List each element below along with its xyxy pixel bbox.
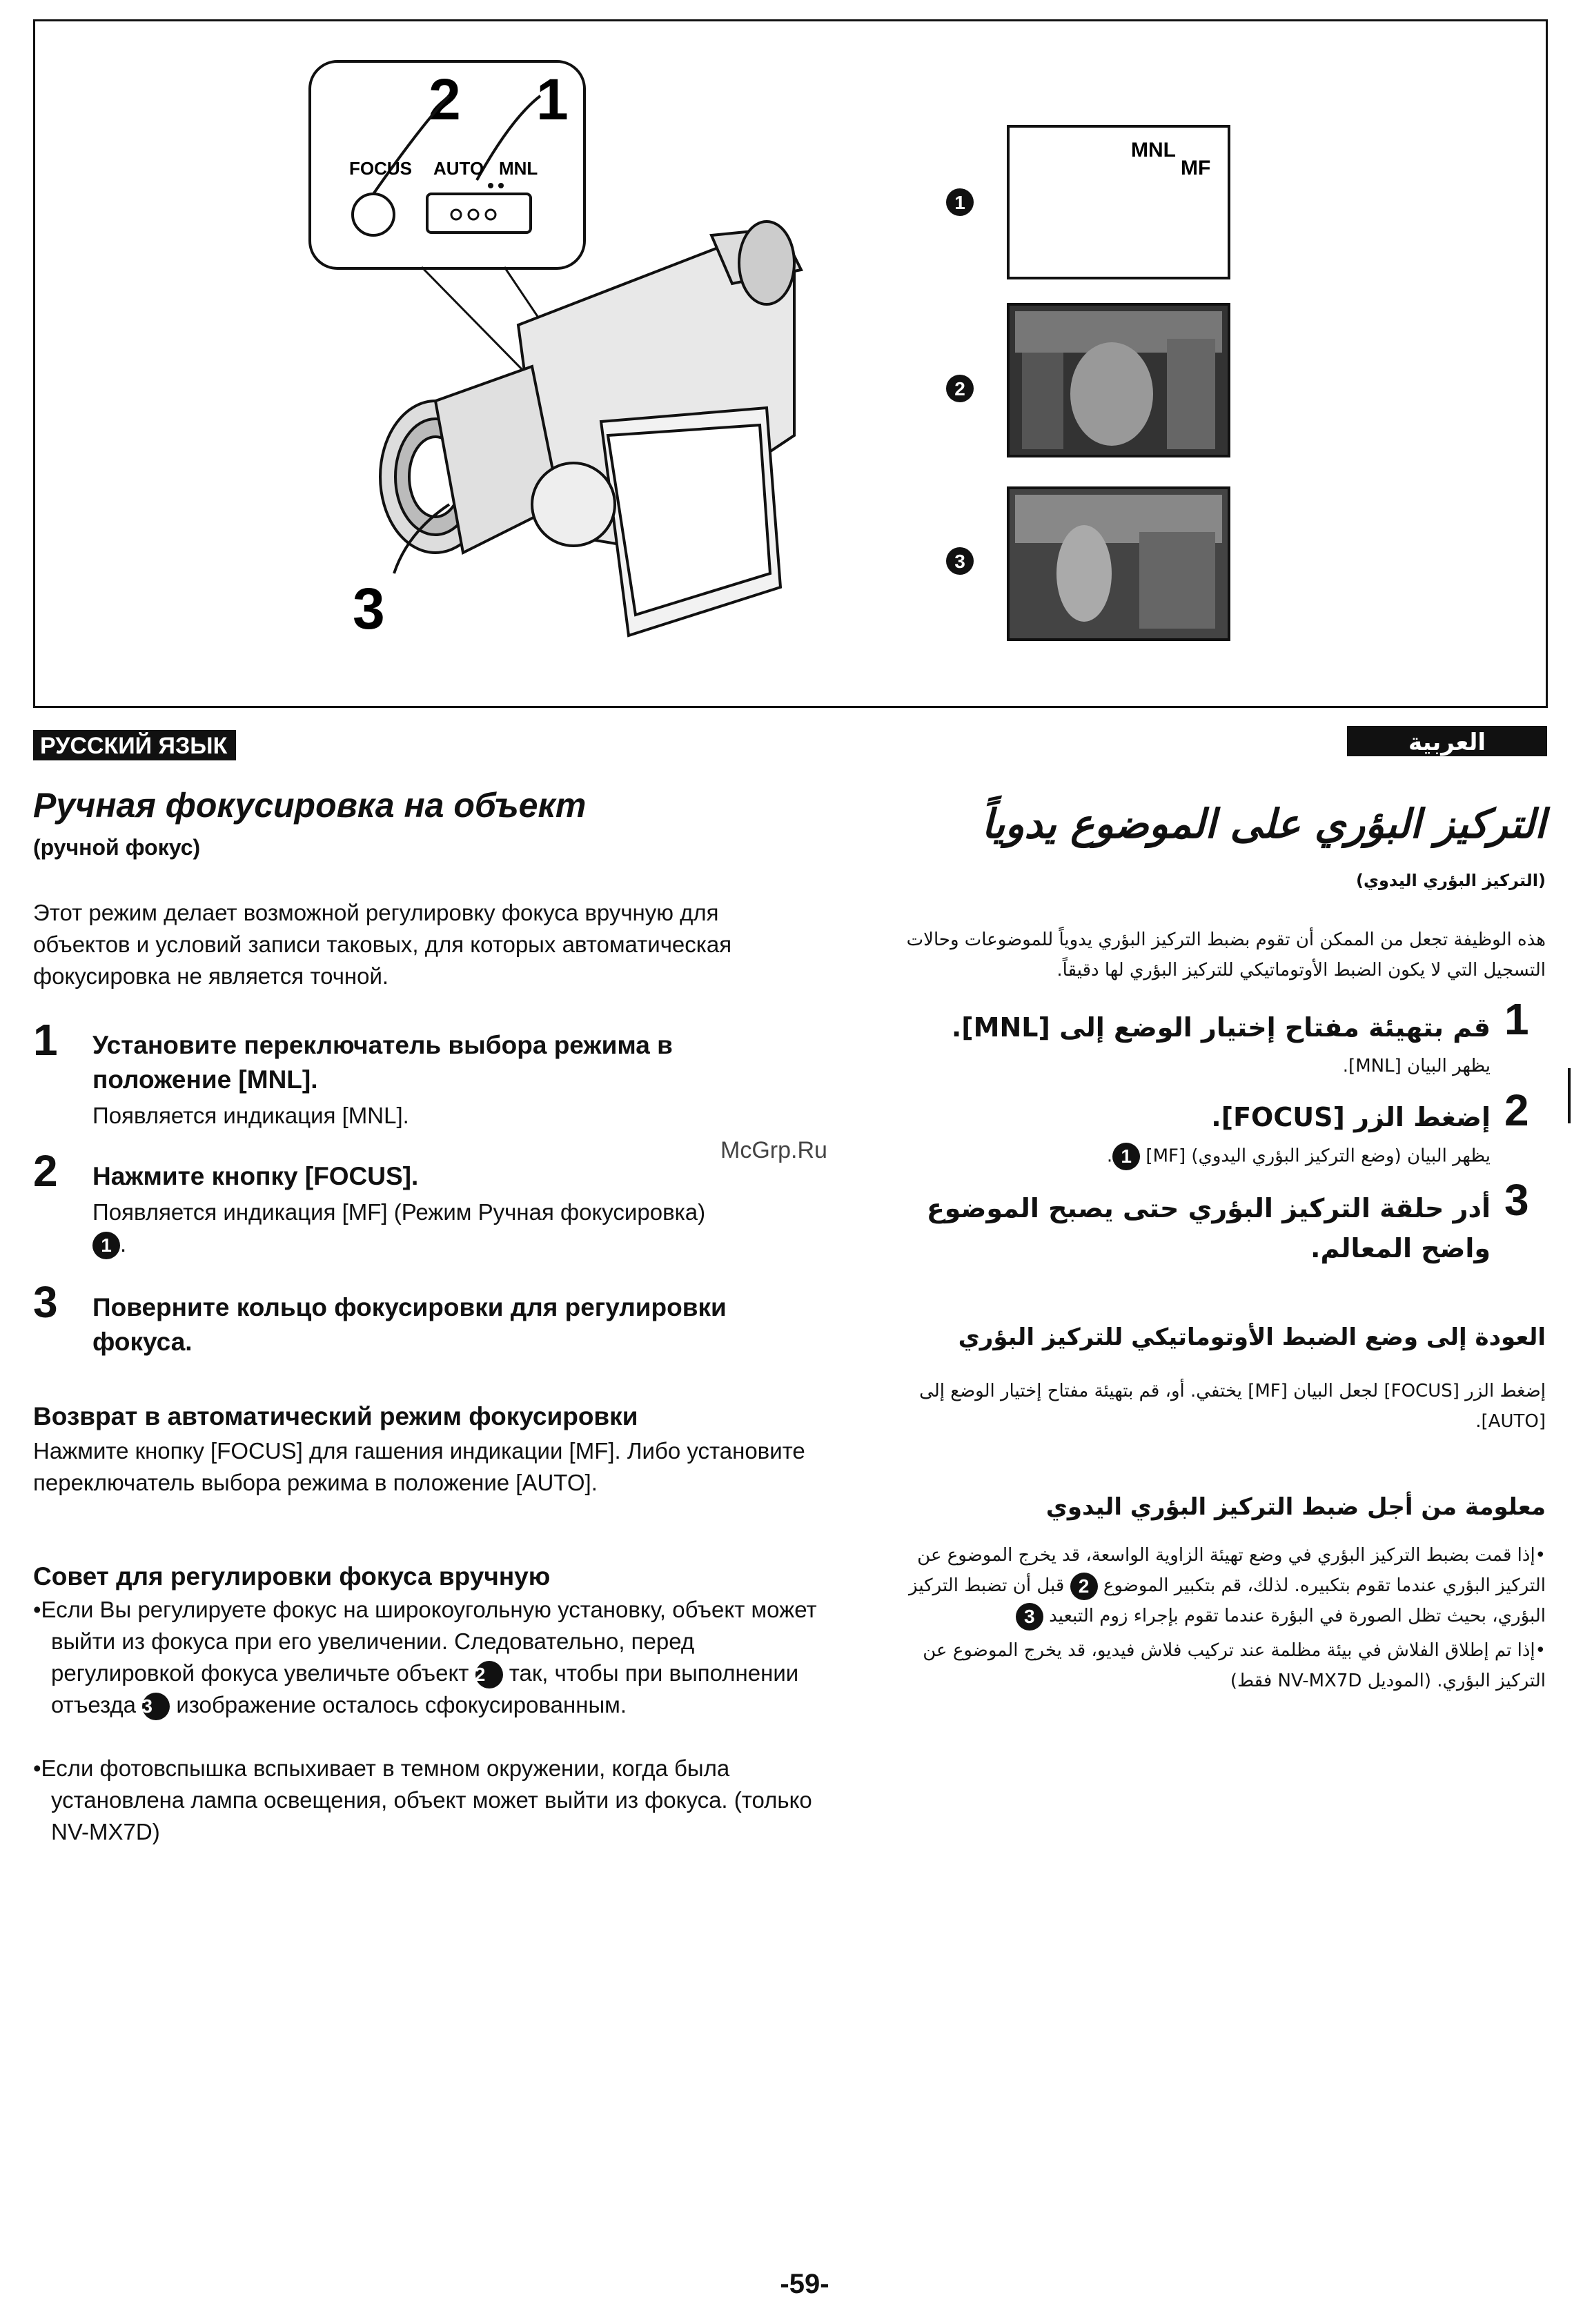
ref-marker: 1	[1112, 1143, 1140, 1170]
callout-2: 2	[429, 67, 461, 132]
screen1-mf: MF	[1181, 157, 1211, 179]
return-heading-russian: Возврат в автоматический режим фокусировки	[33, 1402, 638, 1430]
tip-1-text-b: так, чтобы при выполнении отъезда	[51, 1660, 799, 1717]
return-text-arabic: إضغط الزر [FOCUS] لجعل البيان [MF] يختفي. أو، قم بتهيئة مفتاح إختيار الوضع إلى [AUTO].	[919, 1381, 1546, 1432]
tip-1-russian	[33, 1594, 831, 1721]
step-number: 2	[33, 1146, 58, 1196]
step-number: 3	[1504, 1175, 1529, 1225]
step-3-instruction-arabic: أدر حلقة التركيز البؤري حتى يصبح الموضوع واضح المعالم.	[926, 1193, 1491, 1263]
tip-heading-russian: Совет для регулировки фокуса вручную	[33, 1562, 551, 1591]
callout-3: 3	[353, 576, 385, 641]
screen1-mnl: MNL	[1131, 139, 1176, 161]
tip-2-russian: •Если фотовспышка вспыхивает в темном окружении, когда была установлена лампа освещения, объект может выйти из фокуса. (только NV-MX7D)	[33, 1755, 812, 1844]
subtitle-arabic: (التركيز البؤري اليدوي)	[1355, 871, 1546, 890]
screen-marker-3: 3	[954, 551, 965, 572]
ref-marker: 3	[142, 1693, 170, 1720]
camcorder-illustration	[35, 21, 1546, 706]
step-2-note-text: Появляется индикация [MF] (Режим Ручная фокусировка)	[92, 1199, 706, 1225]
step-1-instruction-arabic: قم بتهيئة مفتاح إختيار الوضع إلى [MNL].	[951, 1012, 1491, 1043]
tip-heading-arabic: معلومة من أجل ضبط التركيز البؤري اليدوي	[1045, 1493, 1546, 1521]
ref-marker: 2	[1070, 1573, 1098, 1600]
step-number: 2	[1504, 1085, 1529, 1135]
ref-marker: 1	[92, 1232, 120, 1259]
intro-arabic: هذه الوظيفة تجعل من الممكن أن تقوم بضبط التركيز البؤري يدوياً للموضوعات وحالات التسجيل التي لا يكون الضبط الأوتوماتيكي للتركيز البؤري لها دقيقاً.	[906, 929, 1546, 981]
callout-1: 1	[536, 67, 569, 132]
step-1-note: Появляется индикация [MNL].	[92, 1103, 409, 1128]
tip-2-arabic: •إذا تم إطلاق الفلاش في بيئة مظلمة عند تركيب فلاش فيديو، قد يخرج الموضوع عن التركيز البؤري. (الموديل NV-MX7D فقط)	[923, 1640, 1546, 1691]
camcorder-icon	[380, 221, 801, 636]
return-heading-arabic: العودة إلى وضع الضبط الأوتوماتيكي للتركيز البؤري	[958, 1323, 1546, 1351]
step-2-note: Появляется индикация [MF] (Режим Ручная фокусировка) 1 .	[92, 1197, 824, 1260]
auto-label: AUTO	[433, 158, 484, 179]
viewfinder-screen-1	[1008, 126, 1229, 278]
step-2-instruction-arabic: إضغط الزر [FOCUS].	[1211, 1102, 1491, 1132]
step-1-note-arabic: يظهر البيان [MNL].	[1342, 1056, 1491, 1076]
focus-label: FOCUS	[349, 158, 412, 179]
arabic-language-tab: العربية	[1347, 726, 1547, 756]
tip-1-arabic	[897, 1540, 1546, 1631]
page-title-arabic: التركيز البؤري على الموضوع يدوياً	[981, 800, 1546, 847]
screen-marker-1: 1	[954, 192, 965, 213]
step-number: 1	[33, 1015, 58, 1065]
viewfinder-screen-3	[1008, 488, 1229, 640]
step-3-instruction: Поверните кольцо фокусировки для регулировки фокуса.	[92, 1293, 727, 1356]
tip-1-text-a: •Если Вы регулируете фокус на широкоугольную установку, объект может выйти из фокуса при его увеличении. Следовательно, перед регулировкой фокуса увеличьте объект	[33, 1597, 817, 1686]
step-number: 1	[1504, 994, 1529, 1044]
viewfinder-screen-2	[1008, 304, 1229, 456]
step-number: 3	[33, 1277, 58, 1327]
return-text-russian: Нажмите кнопку [FOCUS] для гашения индикации [MF]. Либо установите переключатель выбора режима в положение [AUTO].	[33, 1438, 805, 1495]
ref-marker: 2	[475, 1661, 503, 1688]
intro-russian: Этот режим делает возможной регулировку фокуса вручную для объектов и условий записи таковых, для которых автоматическая фокусировка не является точной.	[33, 900, 732, 989]
mnl-label: MNL	[499, 158, 538, 179]
page-title-russian: Ручная фокусировка на объект	[33, 786, 587, 825]
tip-1-text-c: изображение осталось сфокусированным.	[176, 1692, 627, 1717]
step-1-instruction: Установите переключатель выбора режима в положение [MNL].	[92, 1031, 673, 1094]
tip-1-arabic-text-b: قبل أن تضبط التركيز البؤري، بحيث تظل الصورة في البؤرة عندما تقوم بإجراء زوم التبعيد	[909, 1575, 1546, 1626]
tip-1-arabic-text-a: •إذا قمت بضبط التركيز البؤري في وضع تهيئة الزاوية الواسعة، قد يخرج الموضوع عن التركيز البؤري عندما تقوم بتكبيره. لذلك، قم بتكبير الموضوع	[917, 1545, 1546, 1596]
page-number: -59-	[780, 2269, 829, 2299]
step-2-instruction: Нажмите кнопку [FOCUS].	[92, 1162, 419, 1190]
margin-bar	[1568, 1068, 1571, 1123]
illustration-frame	[33, 19, 1548, 708]
ref-marker: 3	[1016, 1603, 1043, 1631]
watermark: McGrp.Ru	[720, 1137, 827, 1163]
step-2-note-arabic-text: يظهر البيان (وضع التركيز البؤري اليدوي) [MF]	[1146, 1145, 1491, 1167]
step-2-note-arabic: يظهر البيان (وضع التركيز البؤري اليدوي) [MF] 1.	[966, 1143, 1491, 1170]
subtitle-russian: (ручной фокус)	[33, 835, 201, 860]
screen-marker-2: 2	[954, 378, 965, 400]
russian-language-tab: РУССКИЙ ЯЗЫК	[33, 730, 236, 760]
focus-button-icon	[353, 194, 394, 235]
